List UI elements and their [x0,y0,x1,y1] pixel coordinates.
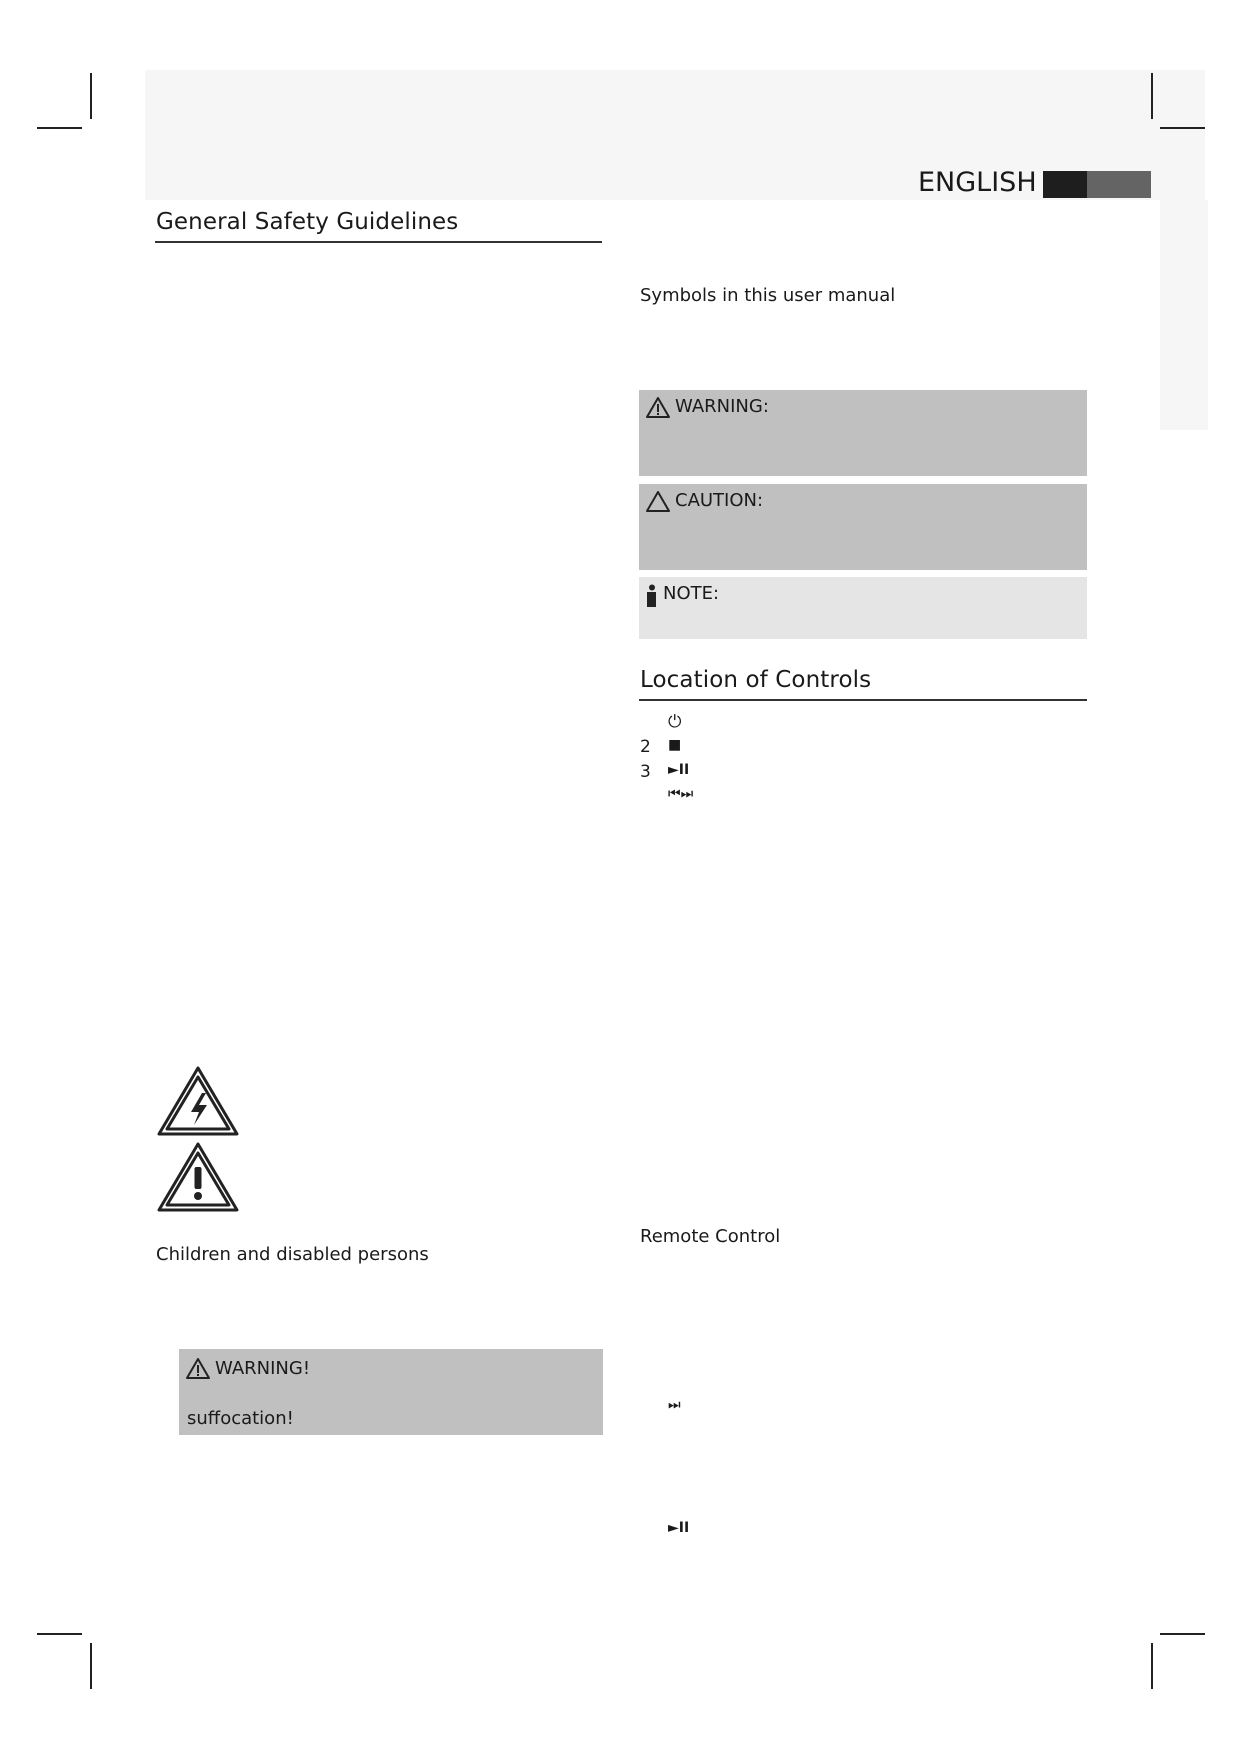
power-icon: ⏻ [668,712,682,732]
heading-rule [155,241,602,243]
heading-rule [639,699,1087,701]
warning-symbol-box [639,390,1087,476]
symbols-heading: Symbols in this user manual [640,285,896,306]
caution-triangle-icon [645,490,671,513]
warning-triangle-icon [645,396,671,419]
language-tab-mid [1087,171,1151,198]
caution-symbol-box [639,484,1087,570]
exclamation-hazard-icon [156,1141,240,1213]
crop-mark [90,73,92,119]
section-heading-safety: General Safety Guidelines [156,209,459,235]
caution-symbol-title: CAUTION: [675,490,764,511]
play-pause-icon: ►II [668,1520,690,1536]
crop-mark [1160,127,1205,129]
remote-control-heading: Remote Control [640,1226,781,1247]
crop-mark [37,127,82,129]
warning-box-title: WARNING! [215,1358,311,1379]
crop-mark [1160,1633,1205,1635]
crop-mark [1151,73,1153,119]
crop-mark [37,1633,82,1635]
skip-next-icon: ⏭ [668,1397,681,1413]
language-label: ENGLISH [918,167,1037,198]
crop-mark [1151,1643,1153,1689]
control-number: 3 [640,762,651,782]
play-pause-icon: ►II [668,762,690,778]
electric-hazard-icon [156,1065,240,1137]
note-symbol-box [639,577,1087,639]
skip-prev-next-icon: ⏮⏭ [668,786,694,802]
warning-symbol-title: WARNING: [675,396,769,417]
warning-triangle-icon [185,1357,211,1380]
warning-box-text: suffocation! [187,1408,294,1429]
children-heading: Children and disabled persons [156,1244,429,1265]
crop-mark [90,1643,92,1689]
note-symbol-title: NOTE: [663,583,720,604]
language-tab-dark [1043,171,1087,198]
section-heading-controls: Location of Controls [640,667,872,693]
page-shade-right [1160,200,1208,430]
stop-icon: ■ [668,737,682,753]
warning-box-suffocation [179,1349,603,1435]
control-number: 2 [640,737,651,757]
info-icon [646,584,658,608]
